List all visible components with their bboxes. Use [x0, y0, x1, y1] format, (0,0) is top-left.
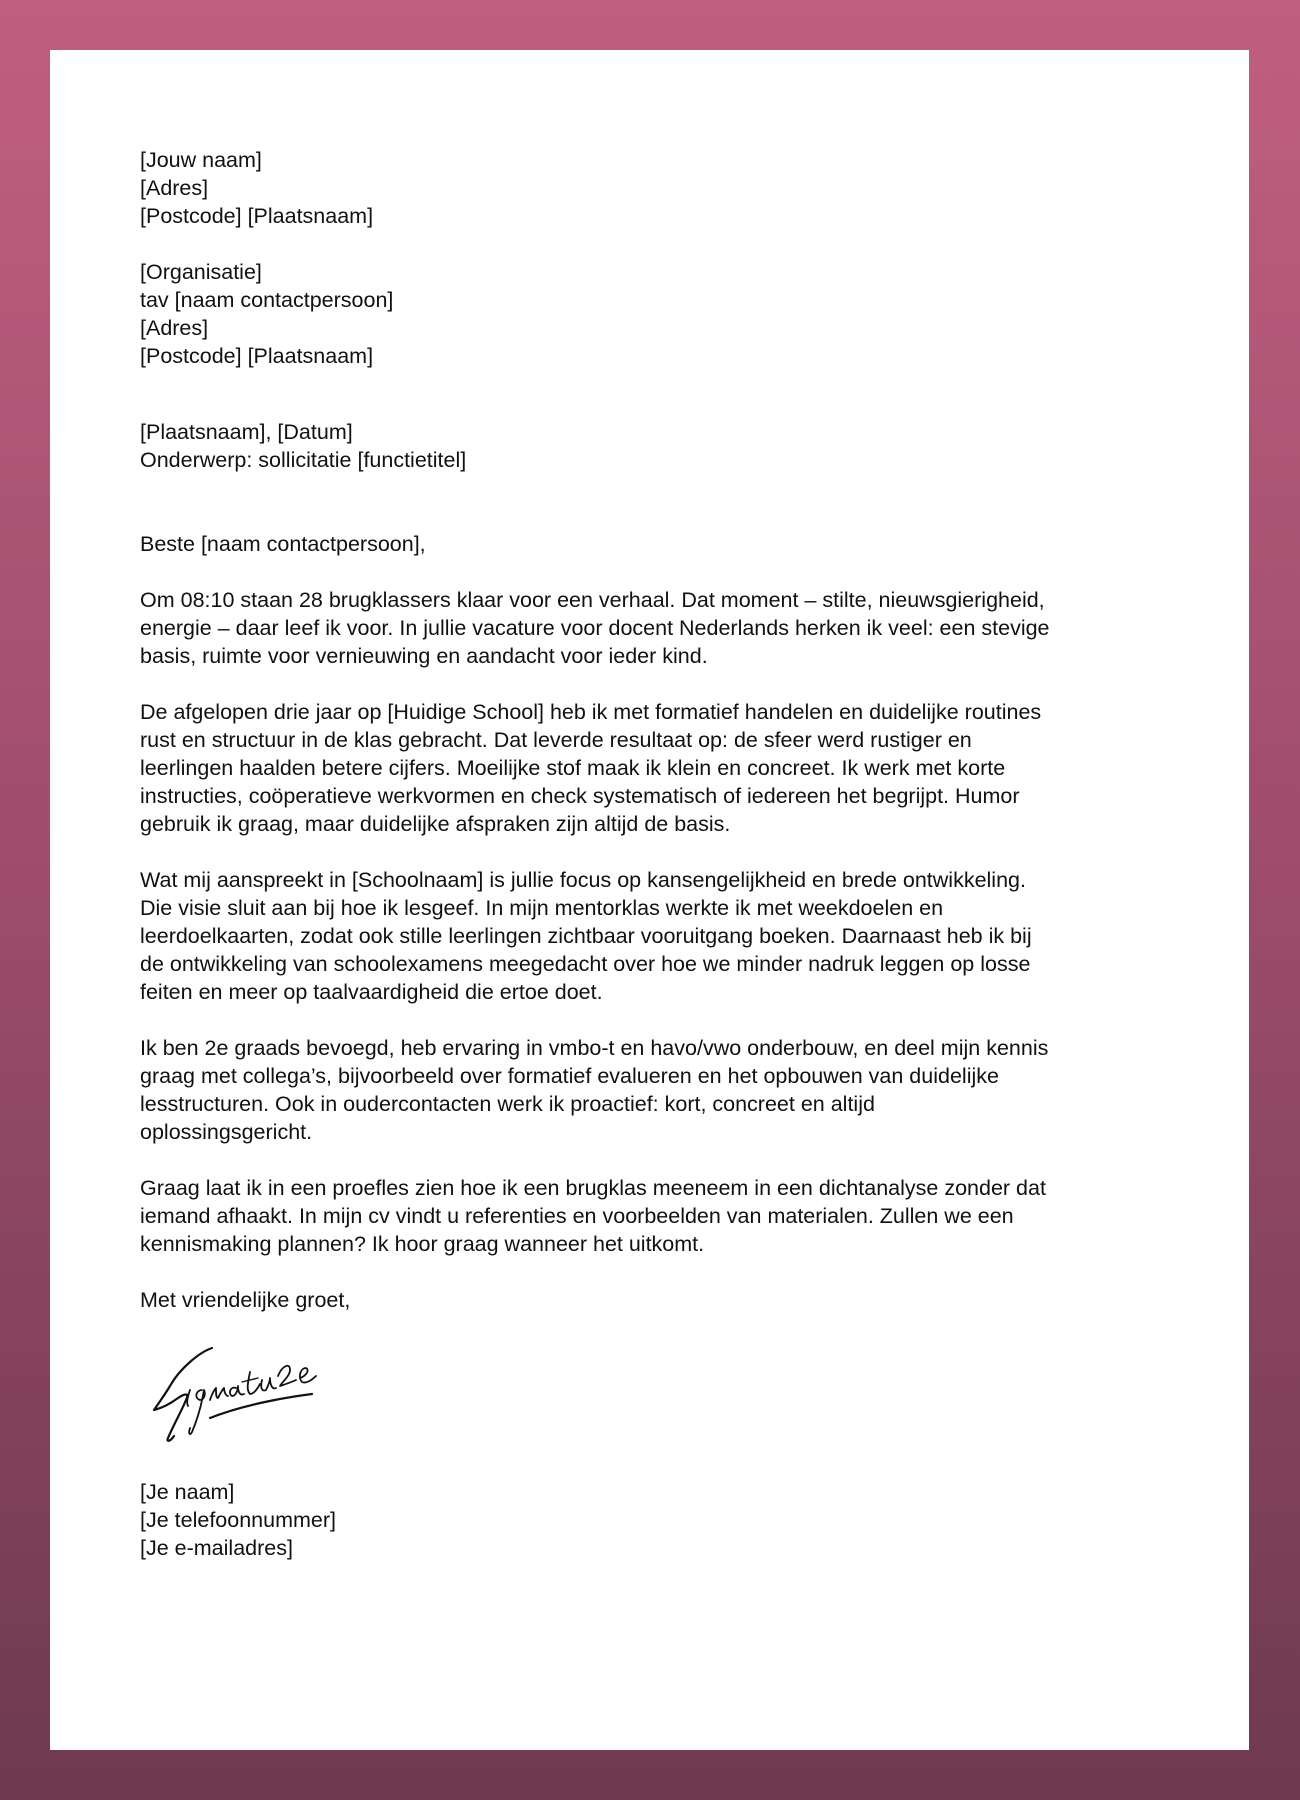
- paragraph-line: oplossingsgericht.: [140, 1120, 313, 1144]
- paragraph-line: leerlingen haalden betere cijfers. Moeilijke stof maak ik klein en concreet. Ik werk met korte: [140, 756, 1006, 780]
- paragraph-line: leerdoelkaarten, zodat ook stille leerlingen zichtbaar vooruitgang boeken. Daarnaast heb ik bij: [140, 924, 1032, 948]
- letter-meta: [140, 418, 1180, 474]
- subject-line: Onderwerp: sollicitatie [functietitel]: [140, 448, 467, 472]
- recipient-postcode-city: [Postcode] [Plaatsnaam]: [140, 344, 374, 368]
- recipient-organisation: [Organisatie]: [140, 260, 262, 284]
- paragraph-line: instructies, coöperatieve werkvormen en check systematisch of iedereen het begrijpt. Humor: [140, 784, 1020, 808]
- paragraph-closing: [140, 1174, 1180, 1258]
- paragraph-motivation: [140, 866, 1180, 1006]
- sender-address: [140, 146, 1180, 230]
- signature-area: [140, 1338, 1180, 1478]
- paragraph-line: Ik ben 2e graads bevoegd, heb ervaring in vmbo-t en havo/vwo onderbouw, en deel mijn kennis: [140, 1036, 1049, 1060]
- paragraph-line: Graag laat ik in een proefles zien hoe ik een brugklas meeneem in een dichtanalyse zonder dat: [140, 1176, 1046, 1200]
- salutation-text: Beste [naam contactpersoon],: [140, 532, 426, 556]
- sender-postcode-city: [Postcode] [Plaatsnaam]: [140, 204, 374, 228]
- footer-phone: [Je telefoonnummer]: [140, 1508, 336, 1532]
- paragraph-intro: [140, 586, 1180, 670]
- paragraph-line: Om 08:10 staan 28 brugklassers klaar voor een verhaal. Dat moment – stilte, nieuwsgierigheid,: [140, 588, 1045, 612]
- paragraph-line: iemand afhaakt. In mijn cv vindt u referenties en voorbeelden van materialen. Zullen we een: [140, 1204, 1014, 1228]
- letter-page: [50, 50, 1249, 1750]
- paragraph-line: energie – daar leef ik voor. In jullie vacature voor docent Nederlands herken ik veel: een stevige: [140, 616, 1050, 640]
- sender-name: [Jouw naam]: [140, 148, 262, 172]
- paragraph-line: Wat mij aanspreekt in [Schoolnaam] is jullie focus op kansengelijkheid en brede ontwikkeling.: [140, 868, 1026, 892]
- paragraph-line: de ontwikkeling van schoolexamens meegedacht over hoe we minder nadruk leggen op losse: [140, 952, 1031, 976]
- paragraph-qualifications: [140, 1034, 1180, 1146]
- paragraph-line: gebruik ik graag, maar duidelijke afspraken zijn altijd de basis.: [140, 812, 731, 836]
- paragraph-line: Die visie sluit aan bij hoe ik lesgeef. In mijn mentorklas werkte ik met weekdoelen en: [140, 896, 944, 920]
- footer-name: [Je naam]: [140, 1480, 235, 1504]
- paragraph-line: lesstructuren. Ook in oudercontacten werk ik proactief: kort, concreet en altijd: [140, 1092, 875, 1116]
- sender-contact-footer: [140, 1478, 1180, 1562]
- handwritten-signature-icon: [140, 1338, 340, 1448]
- paragraph-line: kennismaking plannen? Ik hoor graag wanneer het uitkomt.: [140, 1232, 705, 1256]
- sender-street: [Adres]: [140, 176, 209, 200]
- paragraph-line: De afgelopen drie jaar op [Huidige School] heb ik met formatief handelen en duidelijke routines: [140, 700, 1042, 724]
- place-date: [Plaatsnaam], [Datum]: [140, 420, 353, 444]
- paragraph-experience: [140, 698, 1180, 838]
- closing: [140, 1286, 1180, 1314]
- paragraph-line: rust en structuur in de klas gebracht. Dat leverde resultaat op: de sfeer werd rustiger en: [140, 728, 972, 752]
- letter-content: [140, 146, 1180, 1562]
- closing-text: Met vriendelijke groet,: [140, 1288, 351, 1312]
- paragraph-line: graag met collega’s, bijvoorbeeld over formatief evalueren en het opbouwen van duidelijke: [140, 1064, 999, 1088]
- recipient-address: [140, 258, 1180, 370]
- paragraph-line: feiten en meer op taalvaardigheid die ertoe doet.: [140, 980, 603, 1004]
- salutation: [140, 530, 1180, 558]
- recipient-street: [Adres]: [140, 316, 209, 340]
- footer-email: [Je e-mailadres]: [140, 1536, 293, 1560]
- recipient-contact: tav [naam contactpersoon]: [140, 288, 394, 312]
- paragraph-line: basis, ruimte voor vernieuwing en aandacht voor ieder kind.: [140, 644, 708, 668]
